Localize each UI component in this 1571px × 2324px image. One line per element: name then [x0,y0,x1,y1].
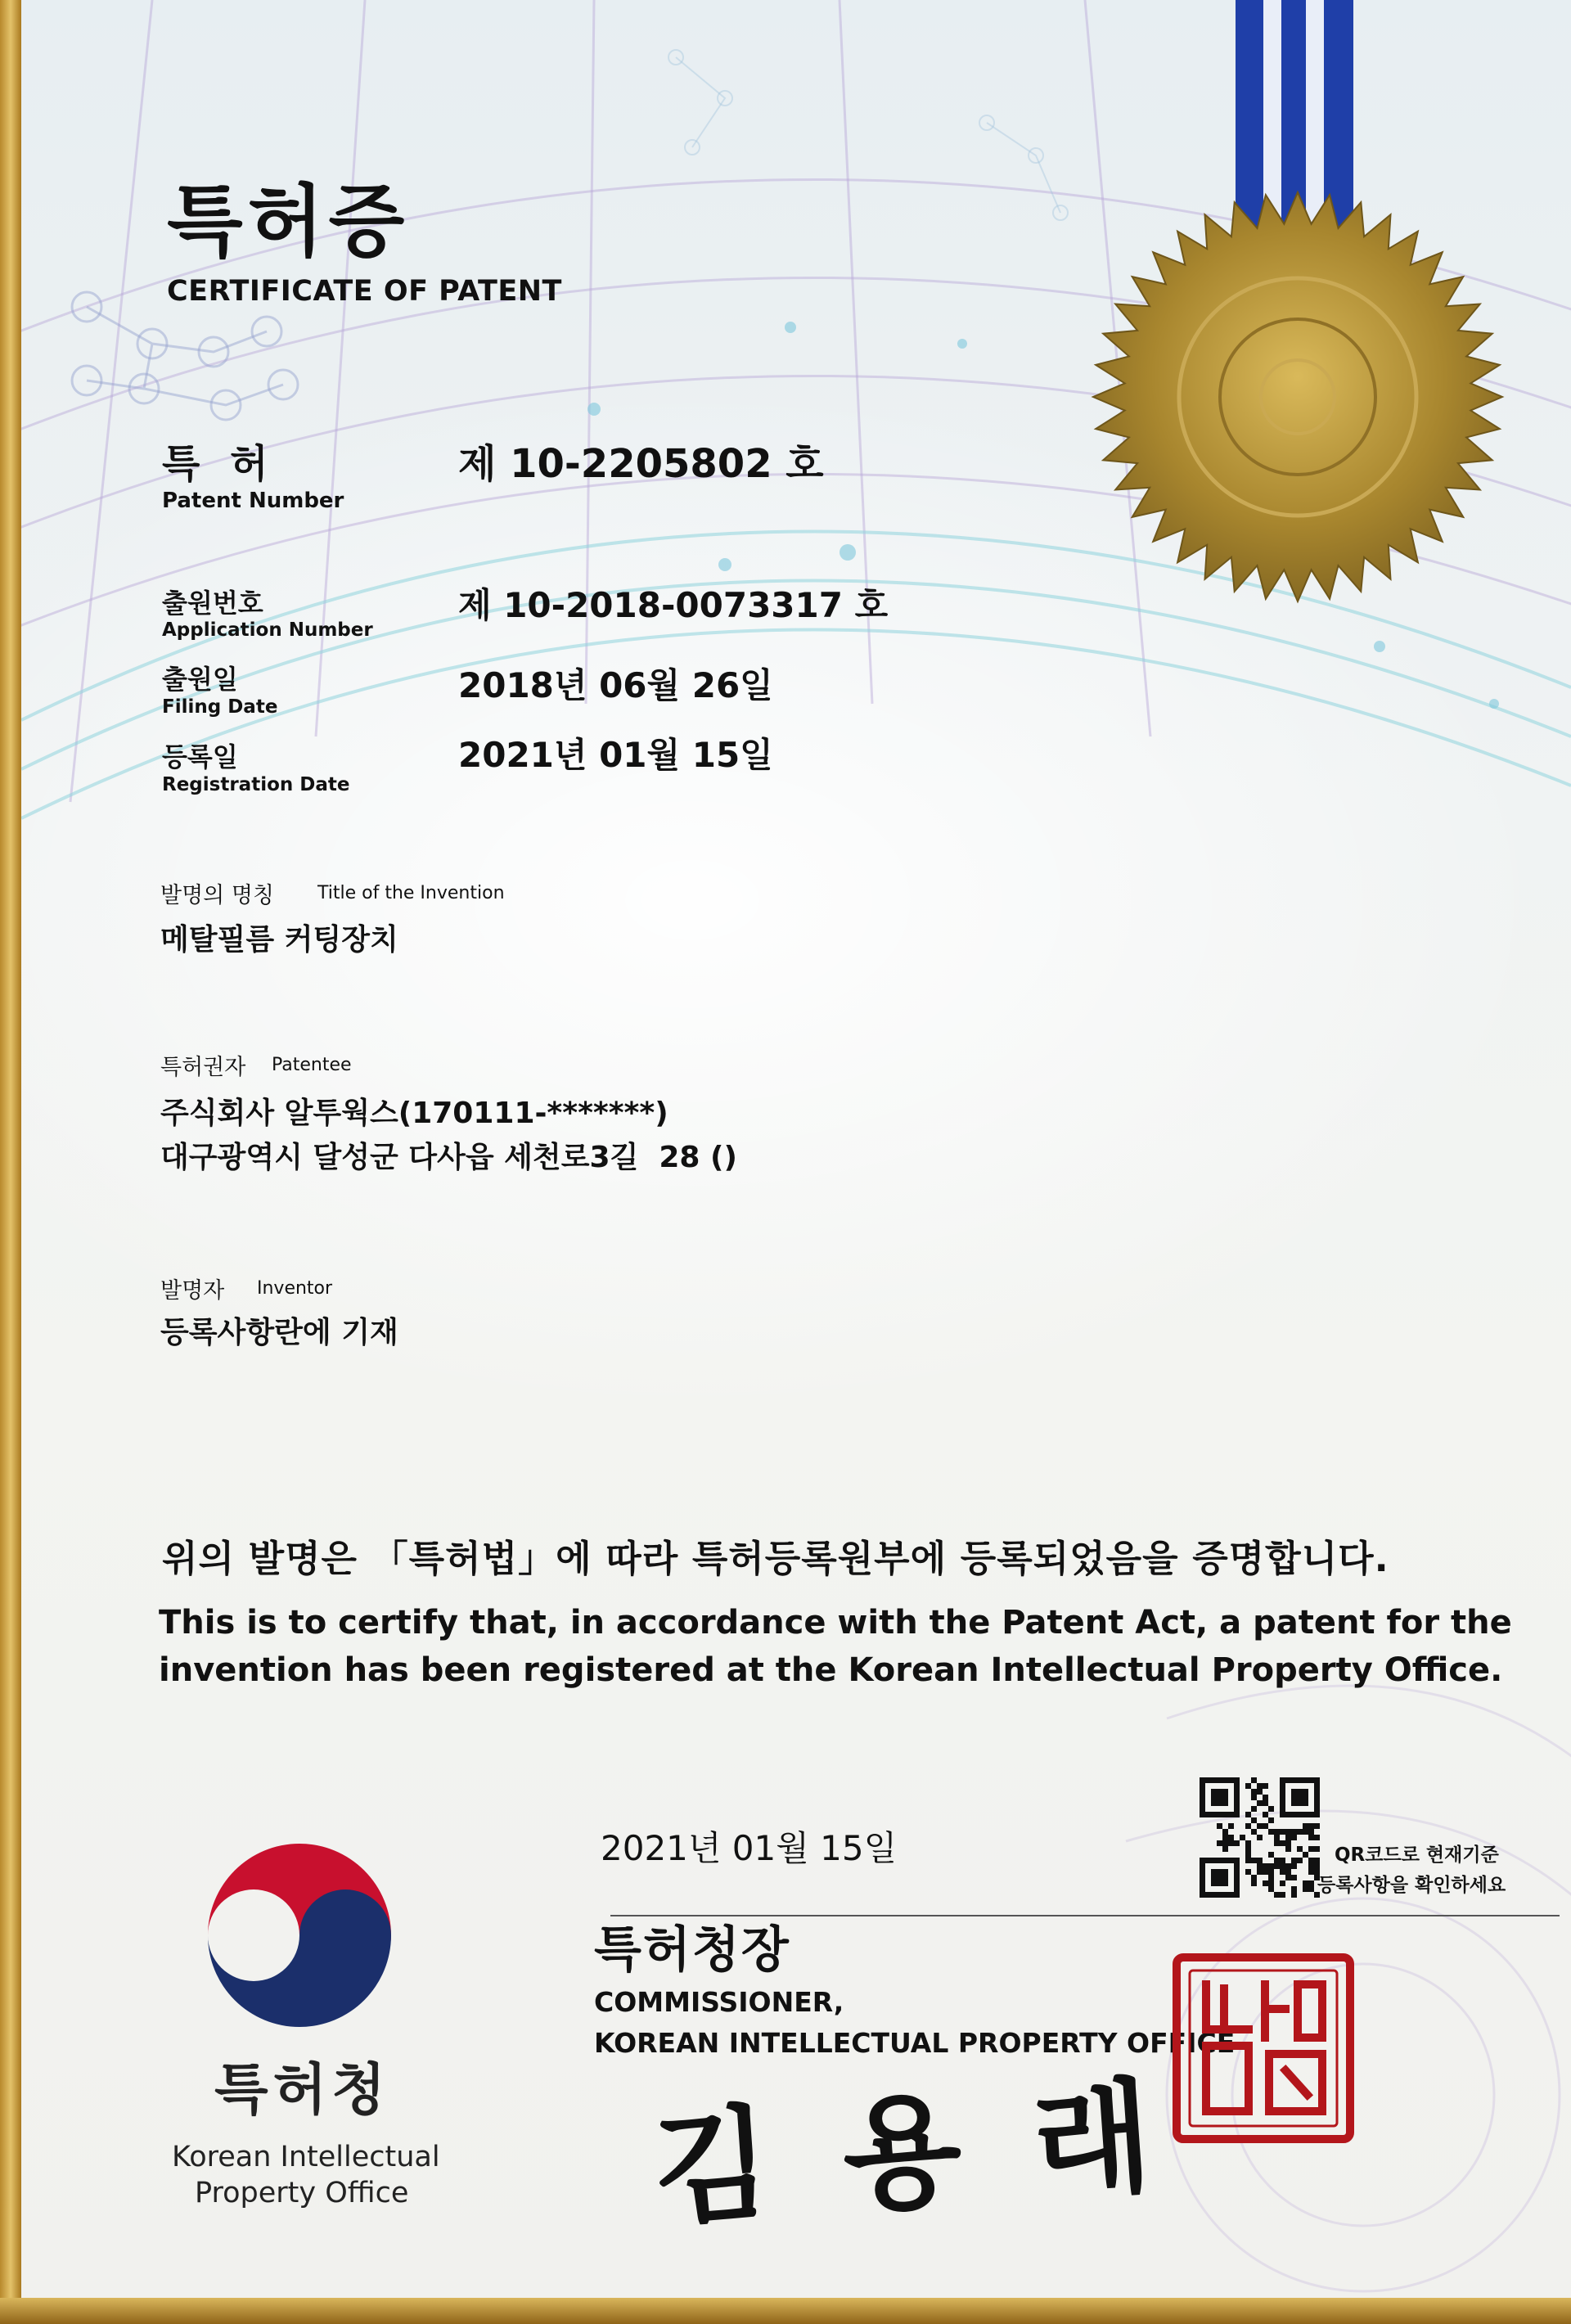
qr-note-line-1: QR코드로 현재기준 [1335,1844,1499,1866]
office-name-en-2: Property Office [195,2177,409,2209]
filing-date-label-en: Filing Date [162,696,278,718]
patent-number-value: 제 10-2205802 호 [458,441,824,487]
certification-statement-en-2: invention has been registered at the Korean Intellectual Property Office. [159,1651,1503,1689]
filing-date-label-ko: 출원일 [162,664,238,695]
commissioner-title-ko: 특허청장 [594,1921,790,1979]
patentee-label-ko: 특허권자 [160,1055,246,1080]
commissioner-signature: 김 용 래 [647,2063,1172,2243]
invention-label-en: Title of the Invention [317,883,505,903]
frame-left-edge [0,0,21,2324]
inventor-value: 등록사항란에 기재 [160,1316,398,1349]
office-name-en-1: Korean Intellectual [172,2141,440,2173]
filing-date-value: 2018년 06월 26일 [458,665,773,705]
registration-date-label-en: Registration Date [162,774,350,795]
kipo-taegeuk-logo-icon [21,0,1571,2298]
certification-statement-en-1: This is to certify that, in accordance with the Patent Act, a patent for the [159,1604,1512,1642]
certification-statement-ko: 위의 발명은 「특허법」에 따라 특허등록원부에 등록되었음을 증명합니다. [162,1537,1389,1580]
frame-bottom-edge [0,2298,1571,2324]
inventor-label-ko: 발명자 [160,1278,225,1304]
certificate-title-en: CERTIFICATE OF PATENT [167,275,562,308]
application-number-value: 제 10-2018-0073317 호 [458,585,889,625]
commissioner-title-en-2: KOREAN INTELLECTUAL PROPERTY OFFICE [594,2027,1236,2059]
inventor-label-en: Inventor [257,1278,333,1299]
qr-note-line-2: 등록사항을 확인하세요 [1317,1875,1506,1896]
patentee-name: 주식회사 알투웍스(170111-*******) [160,1097,668,1130]
application-number-label-en: Application Number [162,619,373,641]
certificate-title-ko: 특허증 [167,176,410,268]
registration-date-value: 2021년 01월 15일 [458,735,773,775]
invention-title-value: 메탈필름 커팅장치 [160,923,398,957]
patentee-label-en: Patentee [272,1055,352,1075]
commissioner-title-en-1: COMMISSIONER, [594,1986,844,2018]
application-number-label-ko: 출원번호 [162,588,263,619]
registration-date-label-ko: 등록일 [162,741,238,772]
invention-label-ko: 발명의 명칭 [160,883,274,908]
certificate-paper [21,0,1571,2298]
patent-number-label-en: Patent Number [162,489,344,513]
office-name-ko: 특허청 [214,2058,391,2123]
patent-number-label-ko: 특 허 [162,441,277,487]
patentee-address: 대구광역시 달성군 다사읍 세천로3길 28 () [160,1141,737,1174]
issue-date: 2021년 01월 15일 [601,1828,898,1868]
